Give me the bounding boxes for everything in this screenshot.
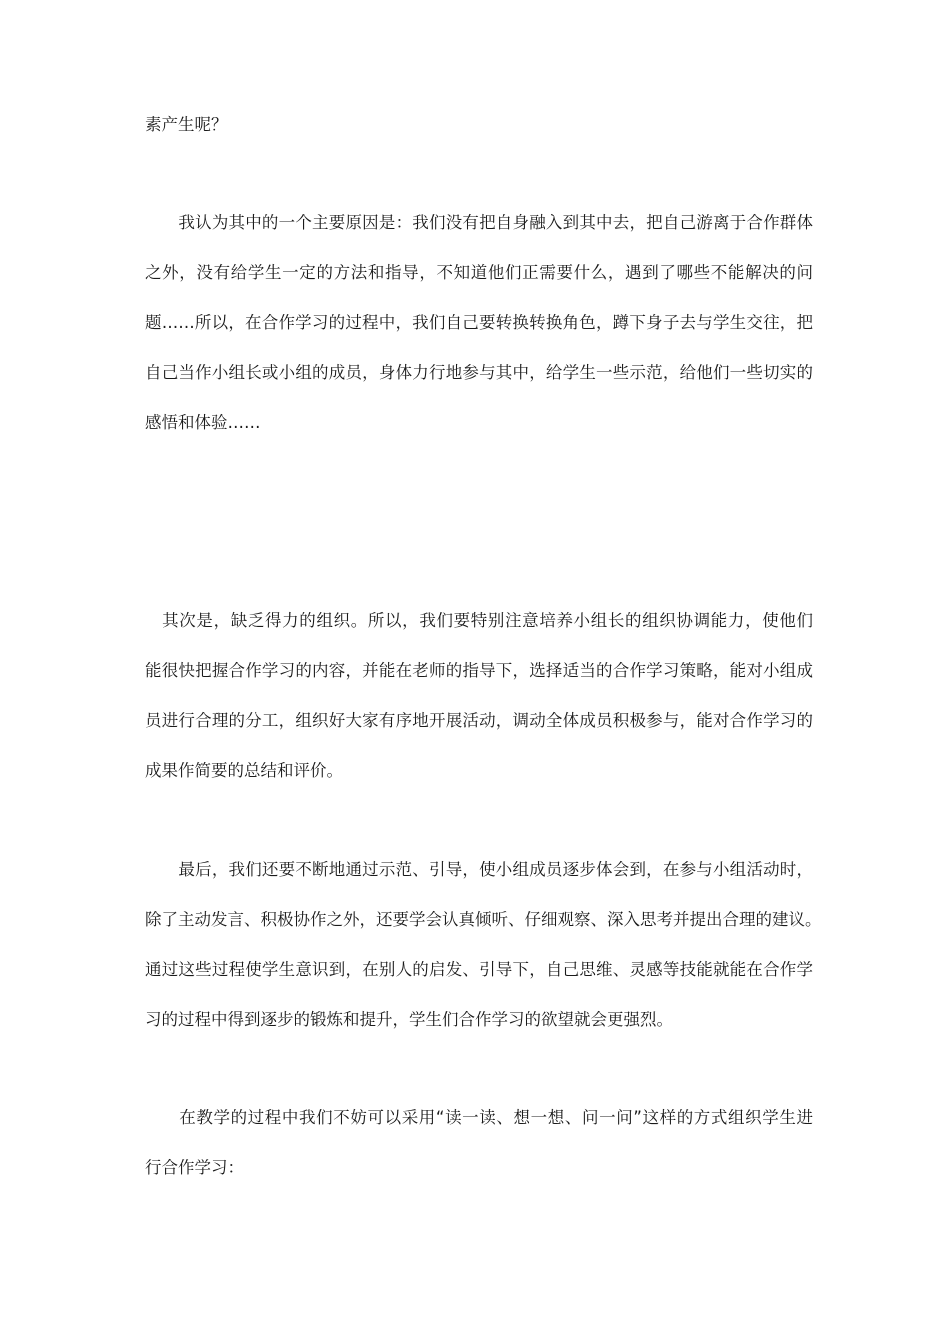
text-line: 感悟和体验……: [145, 413, 261, 432]
text-line: 通过这些过程使学生意识到，在别人的启发、引导下，自己思维、灵感等技能就能在合作学: [145, 960, 813, 979]
text-line: 题……所以，在合作学习的过程中，我们自己要转换转换角色，蹲下身子去与学生交往，把: [145, 313, 813, 332]
text-line: 我认为其中的一个主要原因是：我们没有把自身融入到其中去，把自己游离于合作群体: [145, 213, 813, 232]
text-line: 素产生呢？: [145, 115, 228, 134]
text-line: 成果作简要的总结和评价。: [145, 761, 343, 780]
text-line: 自己当作小组长或小组的成员，身体力行地参与其中，给学生一些示范，给他们一些切实的: [145, 363, 813, 382]
text-line: 最后，我们还要不断地通过示范、引导，使小组成员逐步体会到，在参与小组活动时，: [145, 860, 813, 879]
text-line: 除了主动发言、积极协作之外，还要学会认真倾听、仔细观察、深入思考并提出合理的建议。: [145, 910, 822, 929]
text-line: 在教学的过程中我们不妨可以采用“读一读、想一想、问一问”这样的方式组织学生进: [145, 1108, 813, 1127]
text-line: 之外，没有给学生一定的方法和指导，不知道他们正需要什么，遇到了哪些不能解决的问: [145, 263, 813, 282]
text-line: 其次是，缺乏得力的组织。所以，我们要特别注意培养小组长的组织协调能力，使他们: [145, 611, 813, 630]
text-line: 习的过程中得到逐步的锻炼和提升，学生们合作学习的欲望就会更强烈。: [145, 1010, 673, 1029]
text-line: 能很快把握合作学习的内容，并能在老师的指导下，选择适当的合作学习策略，能对小组成: [145, 661, 813, 680]
text-line: 行合作学习：: [145, 1158, 244, 1177]
text-line: 员进行合理的分工，组织好大家有序地开展活动，调动全体成员积极参与，能对合作学习的: [145, 711, 813, 730]
